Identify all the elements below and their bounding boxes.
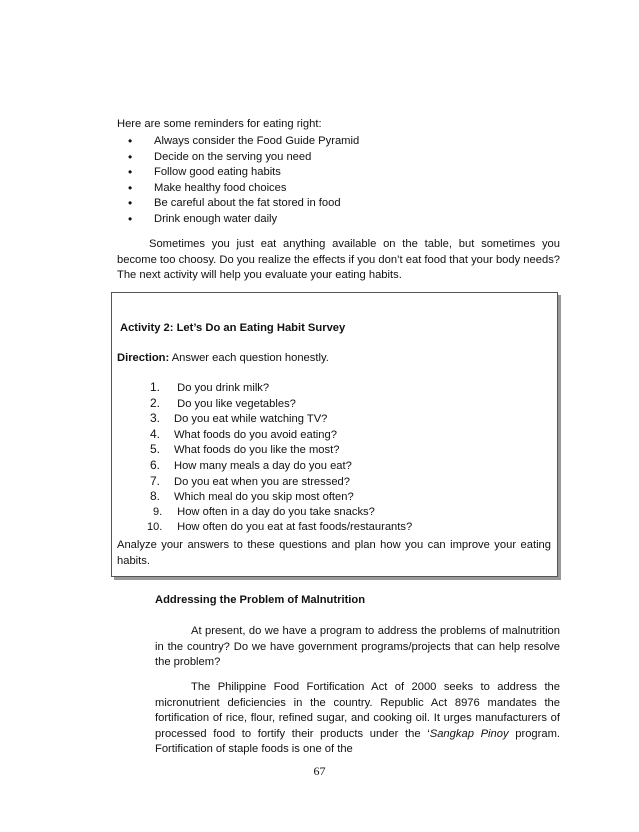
list-item: [150, 458, 412, 474]
list-item: • Decide on the serving you need: [128, 150, 359, 166]
activity-title: Activity 2: Let’s Do an Eating Habit Survey: [120, 322, 346, 334]
analyze-text: Analyze your answers to these questions and plan how you can improve your eating habits.: [117, 539, 551, 567]
question-number: 5.: [150, 442, 161, 457]
intro-text: Here are some reminders for eating right:: [117, 118, 322, 130]
paragraph-eating-habits: [117, 237, 560, 284]
list-item: • Always consider the Food Guide Pyramid: [128, 134, 359, 150]
paragraph-text: The Philippine Food Fortification Act of 2000 seeks to address the micronutrient deficiencies in the country. Republic Act 8976 mandates the fortification of rice, flour, refined sugar, and cooking oil. It urges manufacturers of processed food to fortify their products under the ‘: [155, 681, 560, 740]
list-item: • Drink enough water daily: [128, 212, 359, 228]
question-text: Do you drink milk?: [174, 382, 270, 394]
question-number: 7.: [150, 473, 161, 488]
activity-direction: [117, 352, 329, 364]
list-item: [150, 505, 412, 521]
list-item: [150, 380, 412, 396]
paragraph-text: At present, do we have a program to address the problems of malnutrition in the country? Do we have government programs/projects that can help resolve the problem?: [155, 625, 560, 669]
question-number: 9.: [153, 505, 163, 518]
question-text: How many meals a day do you eat?: [174, 459, 352, 472]
direction-label: Direction:: [117, 352, 170, 364]
question-number: 8.: [150, 489, 161, 504]
list-item: [150, 489, 412, 505]
list-item: • Follow good eating habits: [128, 165, 359, 181]
question-number: 1.: [150, 380, 161, 394]
list-item: [150, 396, 412, 412]
question-number: 6.: [150, 457, 161, 472]
list-item: [147, 520, 412, 536]
page-number: 67: [313, 764, 326, 778]
question-text: What foods do you like the most?: [174, 444, 340, 457]
paragraph-fortification: [155, 680, 560, 758]
list-item: [150, 427, 412, 443]
reminder-list: [128, 134, 359, 228]
question-text: Do you like vegetables?: [174, 397, 296, 410]
question-text: Do you eat when you are stressed?: [174, 475, 350, 488]
list-item: • Be careful about the fat stored in food: [128, 196, 359, 212]
program-name: Sangkap Pinoy: [429, 727, 509, 740]
question-text: Do you eat while watching TV?: [174, 413, 328, 426]
question-text: How often do you eat at fast foods/restaurants?: [174, 521, 413, 534]
paragraph-text: Sometimes you just eat anything available on the table, but sometimes you become too choosy. Do you realize the effects if you don’t eat food that your body needs? The next activity will help you evaluate your eating habits.: [117, 238, 561, 282]
paragraph-program: [155, 624, 560, 671]
list-item: [150, 442, 412, 458]
question-text: What foods do you avoid eating?: [174, 428, 337, 441]
list-item: • Make healthy food choices: [128, 181, 359, 197]
question-number: 2.: [150, 395, 161, 410]
direction-text: Answer each question honestly.: [169, 352, 329, 364]
question-number: 10.: [147, 521, 163, 534]
question-text: Which meal do you skip most often?: [174, 491, 354, 504]
question-text: How often in a day do you take snacks?: [174, 505, 375, 518]
question-number: 4.: [150, 426, 161, 441]
question-number: 3.: [150, 411, 161, 426]
list-item: [150, 411, 412, 427]
paragraph-text: program. Fortification of staple foods is one of the: [155, 727, 561, 756]
list-item: [150, 474, 412, 490]
question-list: [147, 380, 413, 536]
section-heading: Addressing the Problem of Malnutrition: [155, 594, 366, 606]
